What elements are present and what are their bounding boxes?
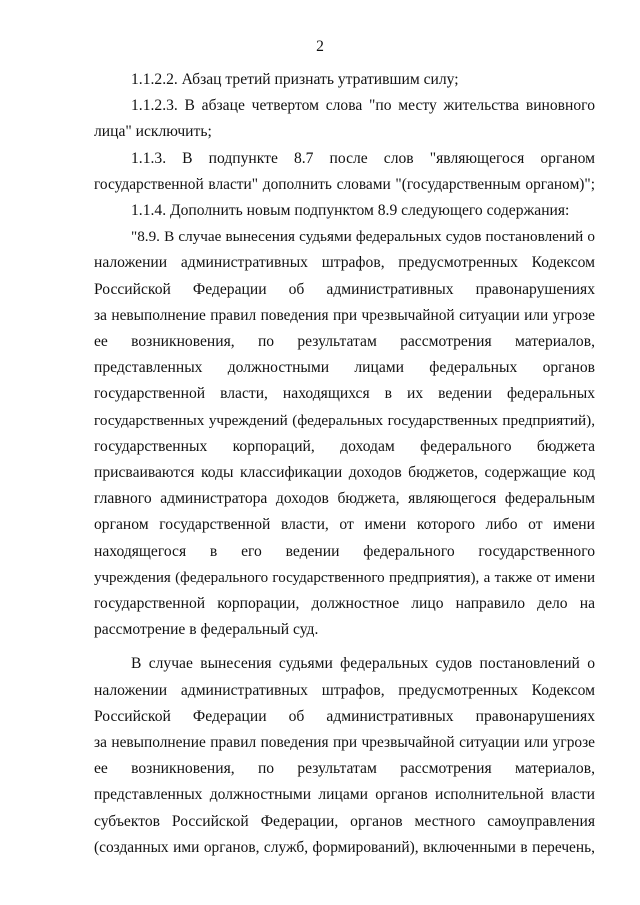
text-line: 1.1.2.3. В абзаце четвертом слова "по месту жительства виновного [131, 97, 595, 115]
text-line: 1.1.4. Дополнить новым подпунктом 8.9 следующего содержания: [131, 202, 570, 219]
text-line: за невыполнение правил поведения при чрезвычайной ситуации или угрозе [94, 734, 595, 751]
text-line: государственных учреждений (федеральных государственных предприятий), [94, 411, 595, 429]
text-line: органом государственной власти, от имени которого либо от имени [94, 516, 595, 534]
text-line: В случае вынесения судьями федеральных судов постановлений о [131, 655, 595, 673]
text-line: главного администратора доходов бюджета, являющегося федеральным [94, 490, 595, 508]
text-line: присваиваются коды классификации доходов бюджетов, содержащие код [94, 464, 595, 481]
text-line: субъектов Российской Федерации, органов местного самоуправления [94, 812, 595, 830]
page-number: 2 [316, 38, 324, 55]
text-line: наложении административных штрафов, предусмотренных Кодексом [94, 254, 595, 272]
text-line: находящегося в его ведении федерального государственного [94, 542, 595, 560]
text-line: представленных должностными лицами федеральных органов [94, 359, 595, 377]
text-line: государственных корпораций, доходам федерального бюджета [94, 437, 595, 455]
text-line: представленных должностными лицами органов исполнительной власти [94, 786, 595, 804]
text-line: Российской Федерации об административных правонарушениях [94, 707, 595, 725]
text-line: ее возникновения, по результатам рассмотрения материалов, [94, 760, 595, 778]
text-line: 1.1.3. В подпункте 8.7 после слов "являющегося органом [131, 149, 595, 167]
text-line: государственной власти" дополнить словами "(государственным органом)"; [94, 175, 595, 193]
text-line: наложении административных штрафов, предусмотренных Кодексом [94, 681, 595, 699]
text-line: Российской Федерации об административных правонарушениях [94, 280, 595, 298]
text-line: учреждения (федерального государственного предприятия), а также от имени [94, 569, 595, 586]
text-line: 1.1.2.2. Абзац третий признать утратившим силу; [131, 71, 459, 88]
text-line: ее возникновения, по результатам рассмотрения материалов, [94, 333, 595, 350]
text-line: государственной корпорации, должностное лицо направило дело на [94, 595, 595, 612]
text-line: за невыполнение правил поведения при чрезвычайной ситуации или угрозе [94, 306, 595, 324]
text-line: "8.9. В случае вынесения судьями федеральных судов постановлений о [131, 228, 595, 246]
text-line: рассмотрение в федеральный суд. [94, 621, 319, 639]
text-line: лица" исключить; [94, 123, 212, 141]
text-line: (созданных ими органов, служб, формирований), включенными в перечень, [94, 838, 595, 856]
text-line: государственной власти, находящихся в их ведении федеральных [94, 385, 595, 403]
